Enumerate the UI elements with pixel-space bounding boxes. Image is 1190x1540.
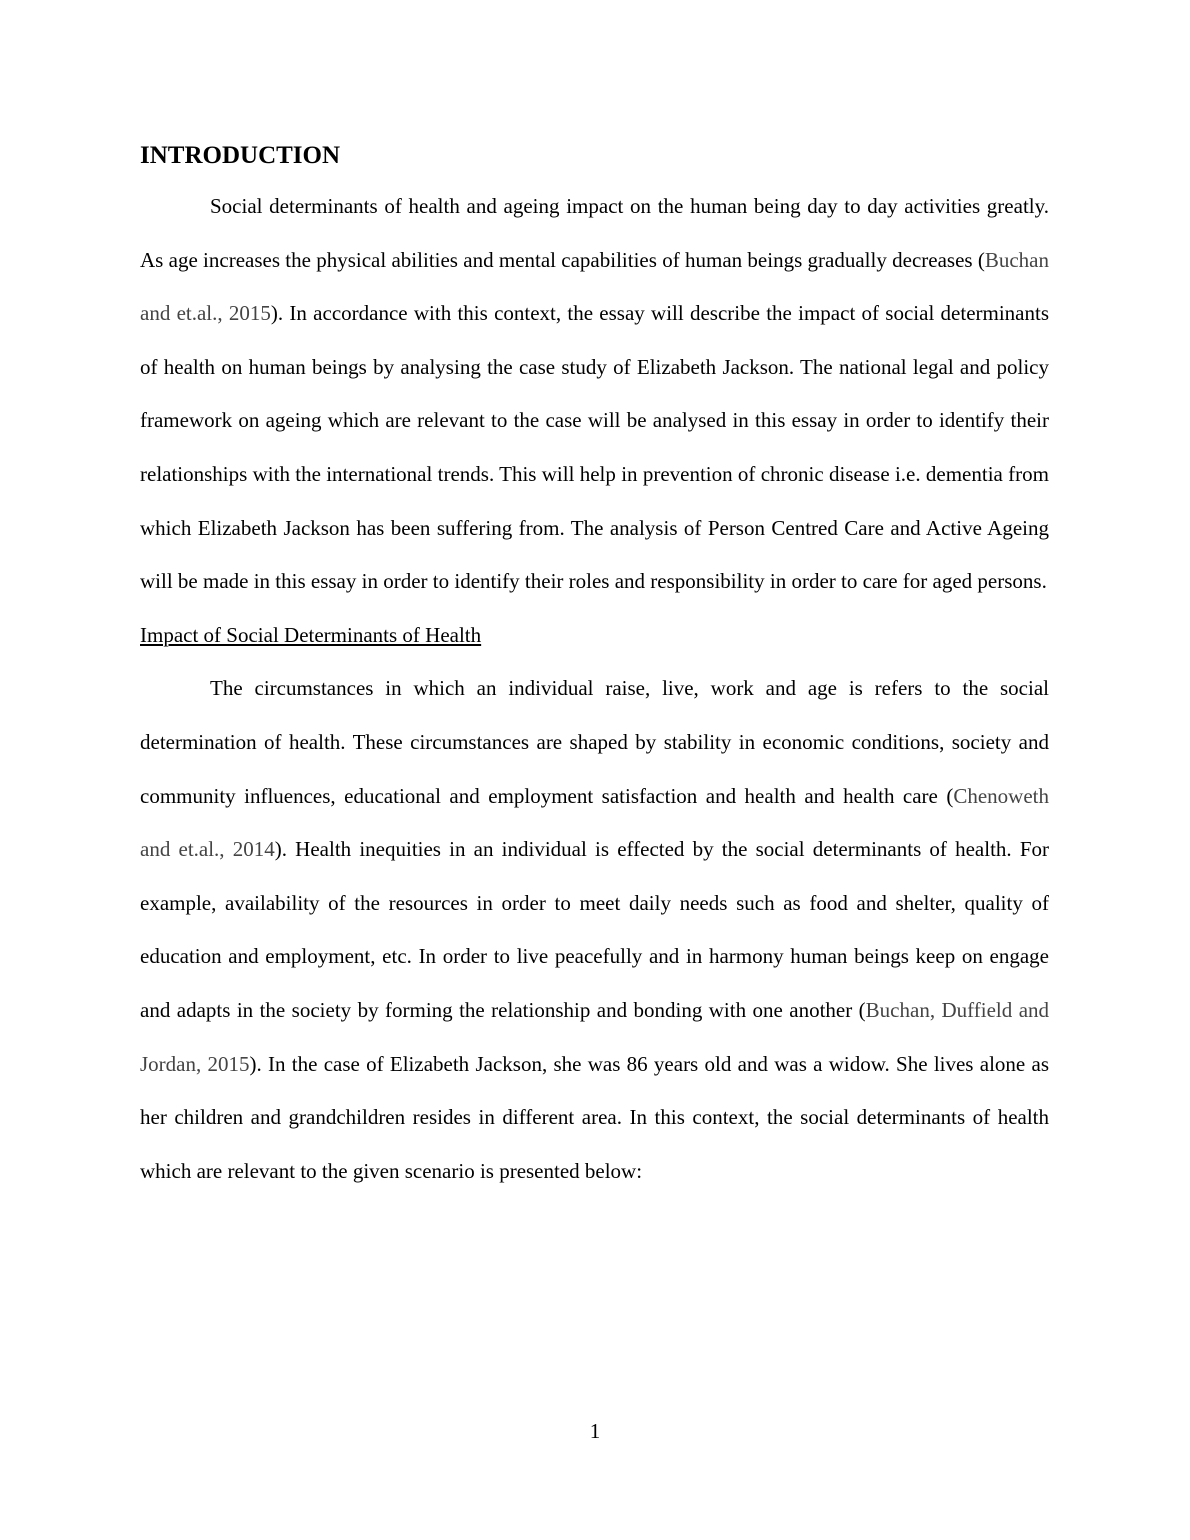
- page-content: [140, 138, 1049, 1198]
- section-paragraph: [140, 662, 1049, 1198]
- introduction-paragraph: [140, 180, 1049, 609]
- section-text-2: ). Health inequities in an individual is effected by the social determinants of health. For example, availability of the resources in order to meet daily needs such as food and shelter, quality of education and employment, etc. In order to live peacefully and in harmony human beings keep on engage and adapts in the society by forming the relationship and bonding with one another (: [140, 837, 1049, 1022]
- citation-buchan-duffield-jordan-2015: Buchan, Duffield and Jordan, 2015: [140, 997, 1050, 1076]
- section-subheading: Impact of Social Determinants of Health: [140, 622, 482, 647]
- page-number: 1: [589, 1419, 601, 1443]
- intro-text-1: Social determinants of health and ageing impact on the human being day to day activities greatly. As age increases the physical abilities and mental capabilities of human beings gradually decreases (: [140, 194, 1049, 272]
- section-text-1: The circumstances in which an individual raise, live, work and age is refers to the social determination of health. These circumstances are shaped by stability in economic conditions, society and community influences, educational and employment satisfaction and health and health care (: [140, 676, 1049, 808]
- introduction-heading: INTRODUCTION: [140, 142, 341, 169]
- citation-chenoweth-2014: Chenoweth and et.al., 2014: [140, 783, 1049, 862]
- citation-buchan-2015: Buchan and et.al., 2015: [140, 247, 1049, 326]
- section-text-3: ). In the case of Elizabeth Jackson, she was 86 years old and was a widow. She lives alone as her children and grandchildren resides in different area. In this context, the social determinants of health which are relevant to the given scenario is presented below:: [140, 1051, 1049, 1183]
- intro-text-2: ). In accordance with this context, the essay will describe the impact of social determinants of health on human beings by analysing the case study of Elizabeth Jackson. The national legal and policy framework on ageing which are relevant to the case will be analysed in this essay in order to identify their relationships with the international trends. This will help in prevention of chronic disease i.e. dementia from which Elizabeth Jackson has been suffering from. The analysis of Person Centred Care and Active Ageing will be made in this essay in order to identify their roles and responsibility in order to care for aged persons.: [140, 301, 1050, 594]
